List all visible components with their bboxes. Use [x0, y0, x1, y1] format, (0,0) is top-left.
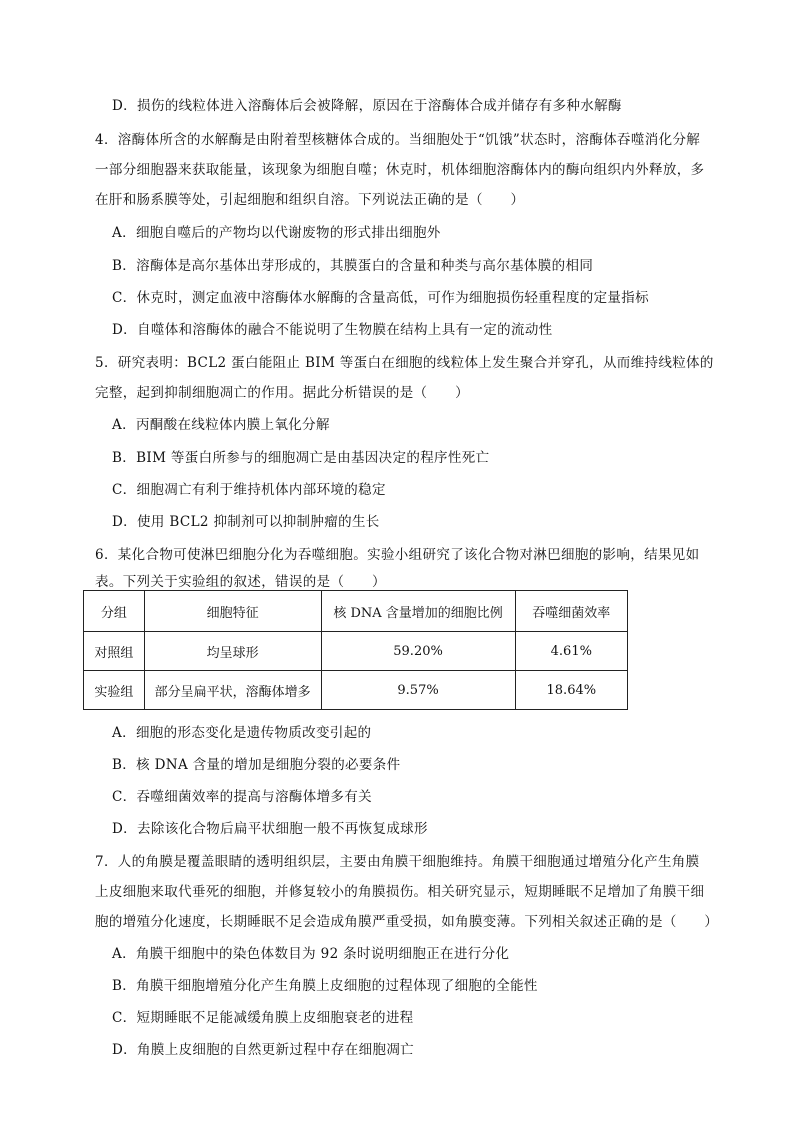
- q4-stem-line-2: 一部分细胞器来获取能量，该现象为细胞自噬；休克时，机体细胞溶酶体内的酶向组织内外释放，多: [95, 162, 705, 178]
- table-cell: 4.61%: [515, 632, 627, 671]
- table-header-cell: 吞噬细菌效率: [515, 591, 627, 632]
- q3-option-d: D．损伤的线粒体进入溶酶体后会被降解，原因在于溶酶体合成并储存有多种水解酶: [112, 98, 622, 114]
- q6-option-d: D．去除该化合物后扁平状细胞一般不再恢复成球形: [112, 821, 428, 837]
- table-row: [84, 632, 628, 671]
- table-cell: 9.57%: [321, 671, 515, 710]
- q6-results-table: [83, 590, 628, 710]
- q7-stem-line-2: 上皮细胞来取代垂死的细胞，并修复较小的角膜损伤。相关研究显示，短期睡眠不足增加了角膜干细: [95, 884, 705, 900]
- q4-stem-line-3: 在肝和肠系膜等处，引起细胞和组织自溶。下列说法正确的是（ ）: [95, 192, 525, 208]
- q7-option-a: A．角膜干细胞中的染色体数目为 92 条时说明细胞正在进行分化: [112, 946, 510, 962]
- table-header-cell: 核 DNA 含量增加的细胞比例: [321, 591, 515, 632]
- q5-option-b: B．BIM 等蛋白所参与的细胞凋亡是由基因决定的程序性死亡: [112, 450, 490, 466]
- q4-option-b: B．溶酶体是高尔基体出芽形成的，其膜蛋白的含量和种类与高尔基体膜的相同: [112, 258, 594, 274]
- q7-stem-line-1: 7．人的角膜是覆盖眼睛的透明组织层，主要由角膜干细胞维持。角膜干细胞通过增殖分化产生角膜: [95, 854, 700, 870]
- q6-option-b: B．核 DNA 含量的增加是细胞分裂的必要条件: [112, 757, 401, 773]
- q7-option-d: D．角膜上皮细胞的自然更新过程中存在细胞凋亡: [112, 1042, 415, 1058]
- q6-stem-line-1: 6．某化合物可使淋巴细胞分化为吞噬细胞。实验小组研究了该化合物对淋巴细胞的影响，结果见如: [95, 547, 700, 563]
- q7-option-b: B．角膜干细胞增殖分化产生角膜上皮细胞的过程体现了细胞的全能性: [112, 978, 538, 994]
- q7-option-c: C．短期睡眠不足能减缓角膜上皮细胞衰老的进程: [112, 1010, 414, 1026]
- table-cell: 实验组: [84, 671, 145, 710]
- q6-option-a: A．细胞的形态变化是遗传物质改变引起的: [112, 725, 372, 741]
- q5-stem-line-1: 5．研究表明：BCL2 蛋白能阻止 BIM 等蛋白在细胞的线粒体上发生聚合并穿孔，从而维持线粒体的: [95, 355, 714, 371]
- q4-option-a: A．细胞自噬后的产物均以代谢废物的形式排出细胞外: [112, 225, 441, 241]
- q5-option-c: C．细胞凋亡有利于维持机体内部环境的稳定: [112, 482, 386, 498]
- q5-option-a: A．丙酮酸在线粒体内膜上氧化分解: [112, 417, 330, 433]
- table-cell: 对照组: [84, 632, 145, 671]
- table-cell: 部分呈扁平状，溶酶体增多: [144, 671, 321, 710]
- q6-stem-line-2: 表。下列关于实验组的叙述，错误的是（ ）: [95, 574, 386, 590]
- table-row: [84, 671, 628, 710]
- table-cell: 18.64%: [515, 671, 627, 710]
- q5-option-d: D．使用 BCL2 抑制剂可以抑制肿瘤的生长: [112, 514, 380, 530]
- table-cell: 均呈球形: [144, 632, 321, 671]
- table-header-row: [84, 591, 628, 632]
- q6-option-c: C．吞噬细菌效率的提高与溶酶体增多有关: [112, 789, 372, 805]
- q4-option-d: D．自噬体和溶酶体的融合不能说明了生物膜在结构上具有一定的流动性: [112, 322, 553, 338]
- q4-option-c: C．休克时，测定血液中溶酶体水解酶的含量高低，可作为细胞损伤轻重程度的定量指标: [112, 290, 649, 306]
- q7-stem-line-3: 胞的增殖分化速度，长期睡眠不足会造成角膜严重受损，如角膜变薄。下列相关叙述正确的是（ ）: [95, 914, 719, 930]
- q4-stem-line-1: 4．溶酶体所含的水解酶是由附着型核糖体合成的。当细胞处于“饥饿”状态时，溶酶体吞噬消化分解: [95, 132, 701, 148]
- table-header-cell: 细胞特征: [144, 591, 321, 632]
- q5-stem-line-2: 完整，起到抑制细胞凋亡的作用。据此分析错误的是（ ）: [95, 385, 469, 401]
- table-header-cell: 分组: [84, 591, 145, 632]
- table-cell: 59.20%: [321, 632, 515, 671]
